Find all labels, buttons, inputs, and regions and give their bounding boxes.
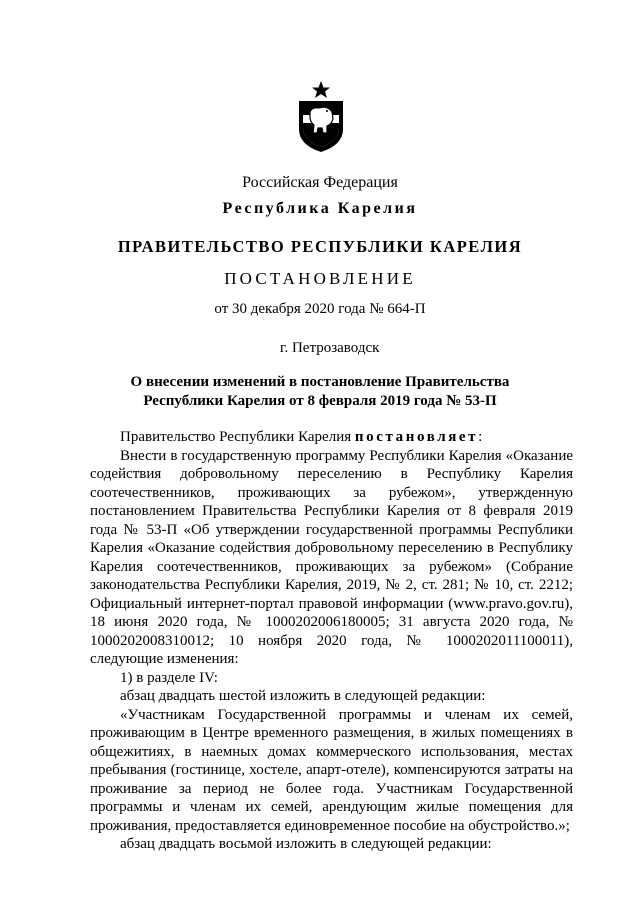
title-line-1: О внесении изменений в постановление Правительства bbox=[130, 374, 510, 390]
document-title bbox=[80, 373, 560, 411]
item-1: 1) в разделе IV: bbox=[120, 669, 218, 686]
document-type: ПОСТАНОВЛЕНИЕ bbox=[224, 269, 416, 288]
paragraph-main: Внести в государственную программу Республики Карелия «Оказание содействия добровольному переселению в Республику Карелия соотечественников, проживающих за рубежом», утвержденную постановлением Правительства Республики Карелия от 8 февраля 2019 года № 53-П «Об утверждении государственной программы Республики Карелия «Оказание содействия добровольному переселению в Республику Карелия соотечественников, проживающих за рубежом» (Собрание законодательства Республики Карелия, 2019, № 2, ст. 281; № 10, ст. 2212; Официальный интернет-портал правовой информации (www.pravo.gov.ru), 18 июня 2020 года, № 1000202006180005; 31 августа 2020 года, № 1000202008310012; 10 ноября 2020 года, № 1000202011100011), следующие изменения: bbox=[90, 447, 573, 667]
item-1-sub-a: абзац двадцать шестой изложить в следующей редакции: bbox=[120, 688, 486, 704]
document-date-number: от 30 декабря 2020 года № 664-П bbox=[214, 301, 426, 317]
document-body bbox=[90, 428, 573, 854]
government-heading: ПРАВИТЕЛЬСТВО РЕСПУБЛИКИ КАРЕЛИЯ bbox=[117, 237, 523, 256]
coat-of-arms-emblem bbox=[294, 79, 348, 154]
document-city: г. Петрозаводск bbox=[280, 340, 380, 356]
emblem-star bbox=[312, 81, 330, 98]
federation-label: Российская Федерация bbox=[242, 174, 398, 191]
intro-prefix: Правительство Республики Карелия bbox=[120, 429, 355, 445]
intro-suffix: : bbox=[478, 429, 483, 445]
republic-label: Республика Карелия bbox=[222, 200, 418, 217]
title-line-2: Республики Карелия от 8 февраля 2019 года № 53-П bbox=[143, 393, 497, 409]
item-1-sub-b: абзац двадцать восьмой изложить в следующей редакции: bbox=[120, 836, 492, 852]
quoted-text: «Участникам Государственной программы и членам их семей, проживающим в Центре временного размещения, в жилых помещениях в общежитиях, в наемных домах коммерческого использования, местах пребывания (гостинице, хостеле, апарт-отеле), компенсируются затраты на проживание за период не более года. Участникам Государственной программы и членам их семей, арендующим жилые помещения для проживания, предоставляется единовременное пособие на обустройство.»; bbox=[90, 706, 573, 834]
intro-paragraph bbox=[90, 428, 573, 447]
intro-decree-word: постановляет bbox=[354, 429, 479, 445]
